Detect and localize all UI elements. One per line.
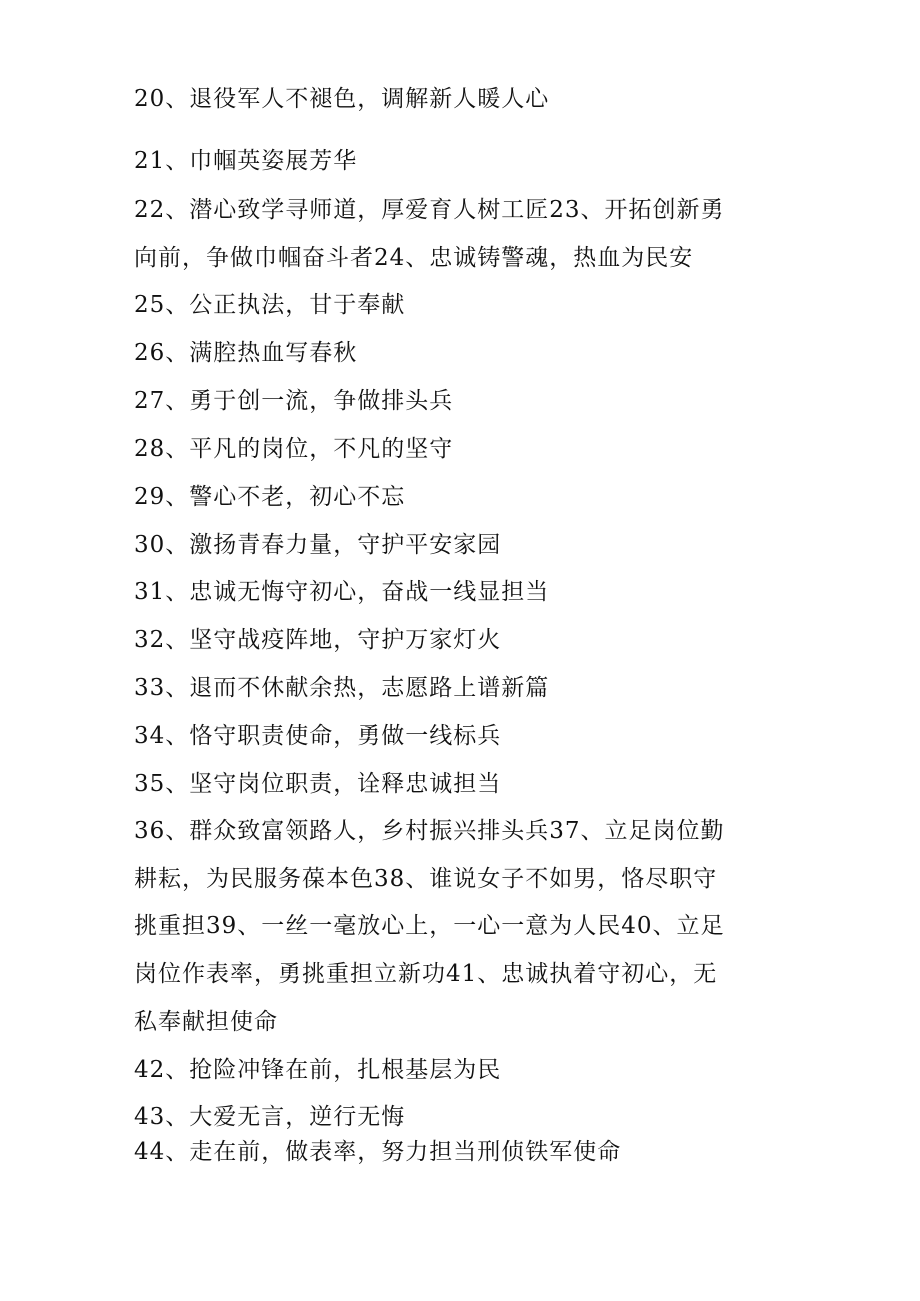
text-line-22: 22、潜心致学寻师道，厚爱育人树工匠23、开拓创新勇: [134, 197, 725, 223]
text-line-32: 32、坚守战疫阵地，守护万家灯火: [134, 627, 502, 653]
text-line-30: 30、激扬青春力量，守护平安家园: [134, 532, 502, 558]
text-line-35: 35、坚守岗位职责，诠释忠诚担当: [134, 771, 502, 797]
text-line-36-cont-4: 私奉献担使命: [134, 1009, 278, 1035]
text-line-29: 29、警心不老，初心不忘: [134, 484, 406, 510]
text-line-36-cont-3: 岗位作表率，勇挑重担立新功41、忠诚执着守初心，无: [134, 961, 718, 987]
text-line-43: 43、大爱无言，逆行无悔: [134, 1104, 406, 1130]
text-line-44: 44、走在前，做表率，努力担当刑侦铁军使命: [134, 1139, 622, 1165]
text-line-26: 26、满腔热血写春秋: [134, 340, 358, 366]
text-line-28: 28、平凡的岗位，不凡的坚守: [134, 436, 454, 462]
text-line-20: 20、退役军人不褪色，调解新人暖人心: [134, 86, 550, 112]
text-line-36: 36、群众致富领路人，乡村振兴排头兵37、立足岗位勤: [134, 818, 725, 844]
text-line-42: 42、抢险冲锋在前，扎根基层为民: [134, 1057, 502, 1083]
text-line-27: 27、勇于创一流，争做排头兵: [134, 388, 454, 414]
text-line-21: 21、巾帼英姿展芳华: [134, 148, 358, 174]
text-line-33: 33、退而不休献余热，志愿路上谱新篇: [134, 675, 550, 701]
text-line-36-cont-1: 耕耘，为民服务葆本色38、谁说女子不如男，恪尽职守: [134, 866, 718, 892]
text-line-25: 25、公正执法，甘于奉献: [134, 292, 406, 318]
text-line-31: 31、忠诚无悔守初心，奋战一线显担当: [134, 579, 550, 605]
text-line-22-cont: 向前，争做巾帼奋斗者24、忠诚铸警魂，热血为民安: [134, 245, 694, 271]
text-line-36-cont-2: 挑重担39、一丝一毫放心上，一心一意为人民40、立足: [134, 913, 725, 939]
text-line-34: 34、恪守职责使命，勇做一线标兵: [134, 723, 502, 749]
